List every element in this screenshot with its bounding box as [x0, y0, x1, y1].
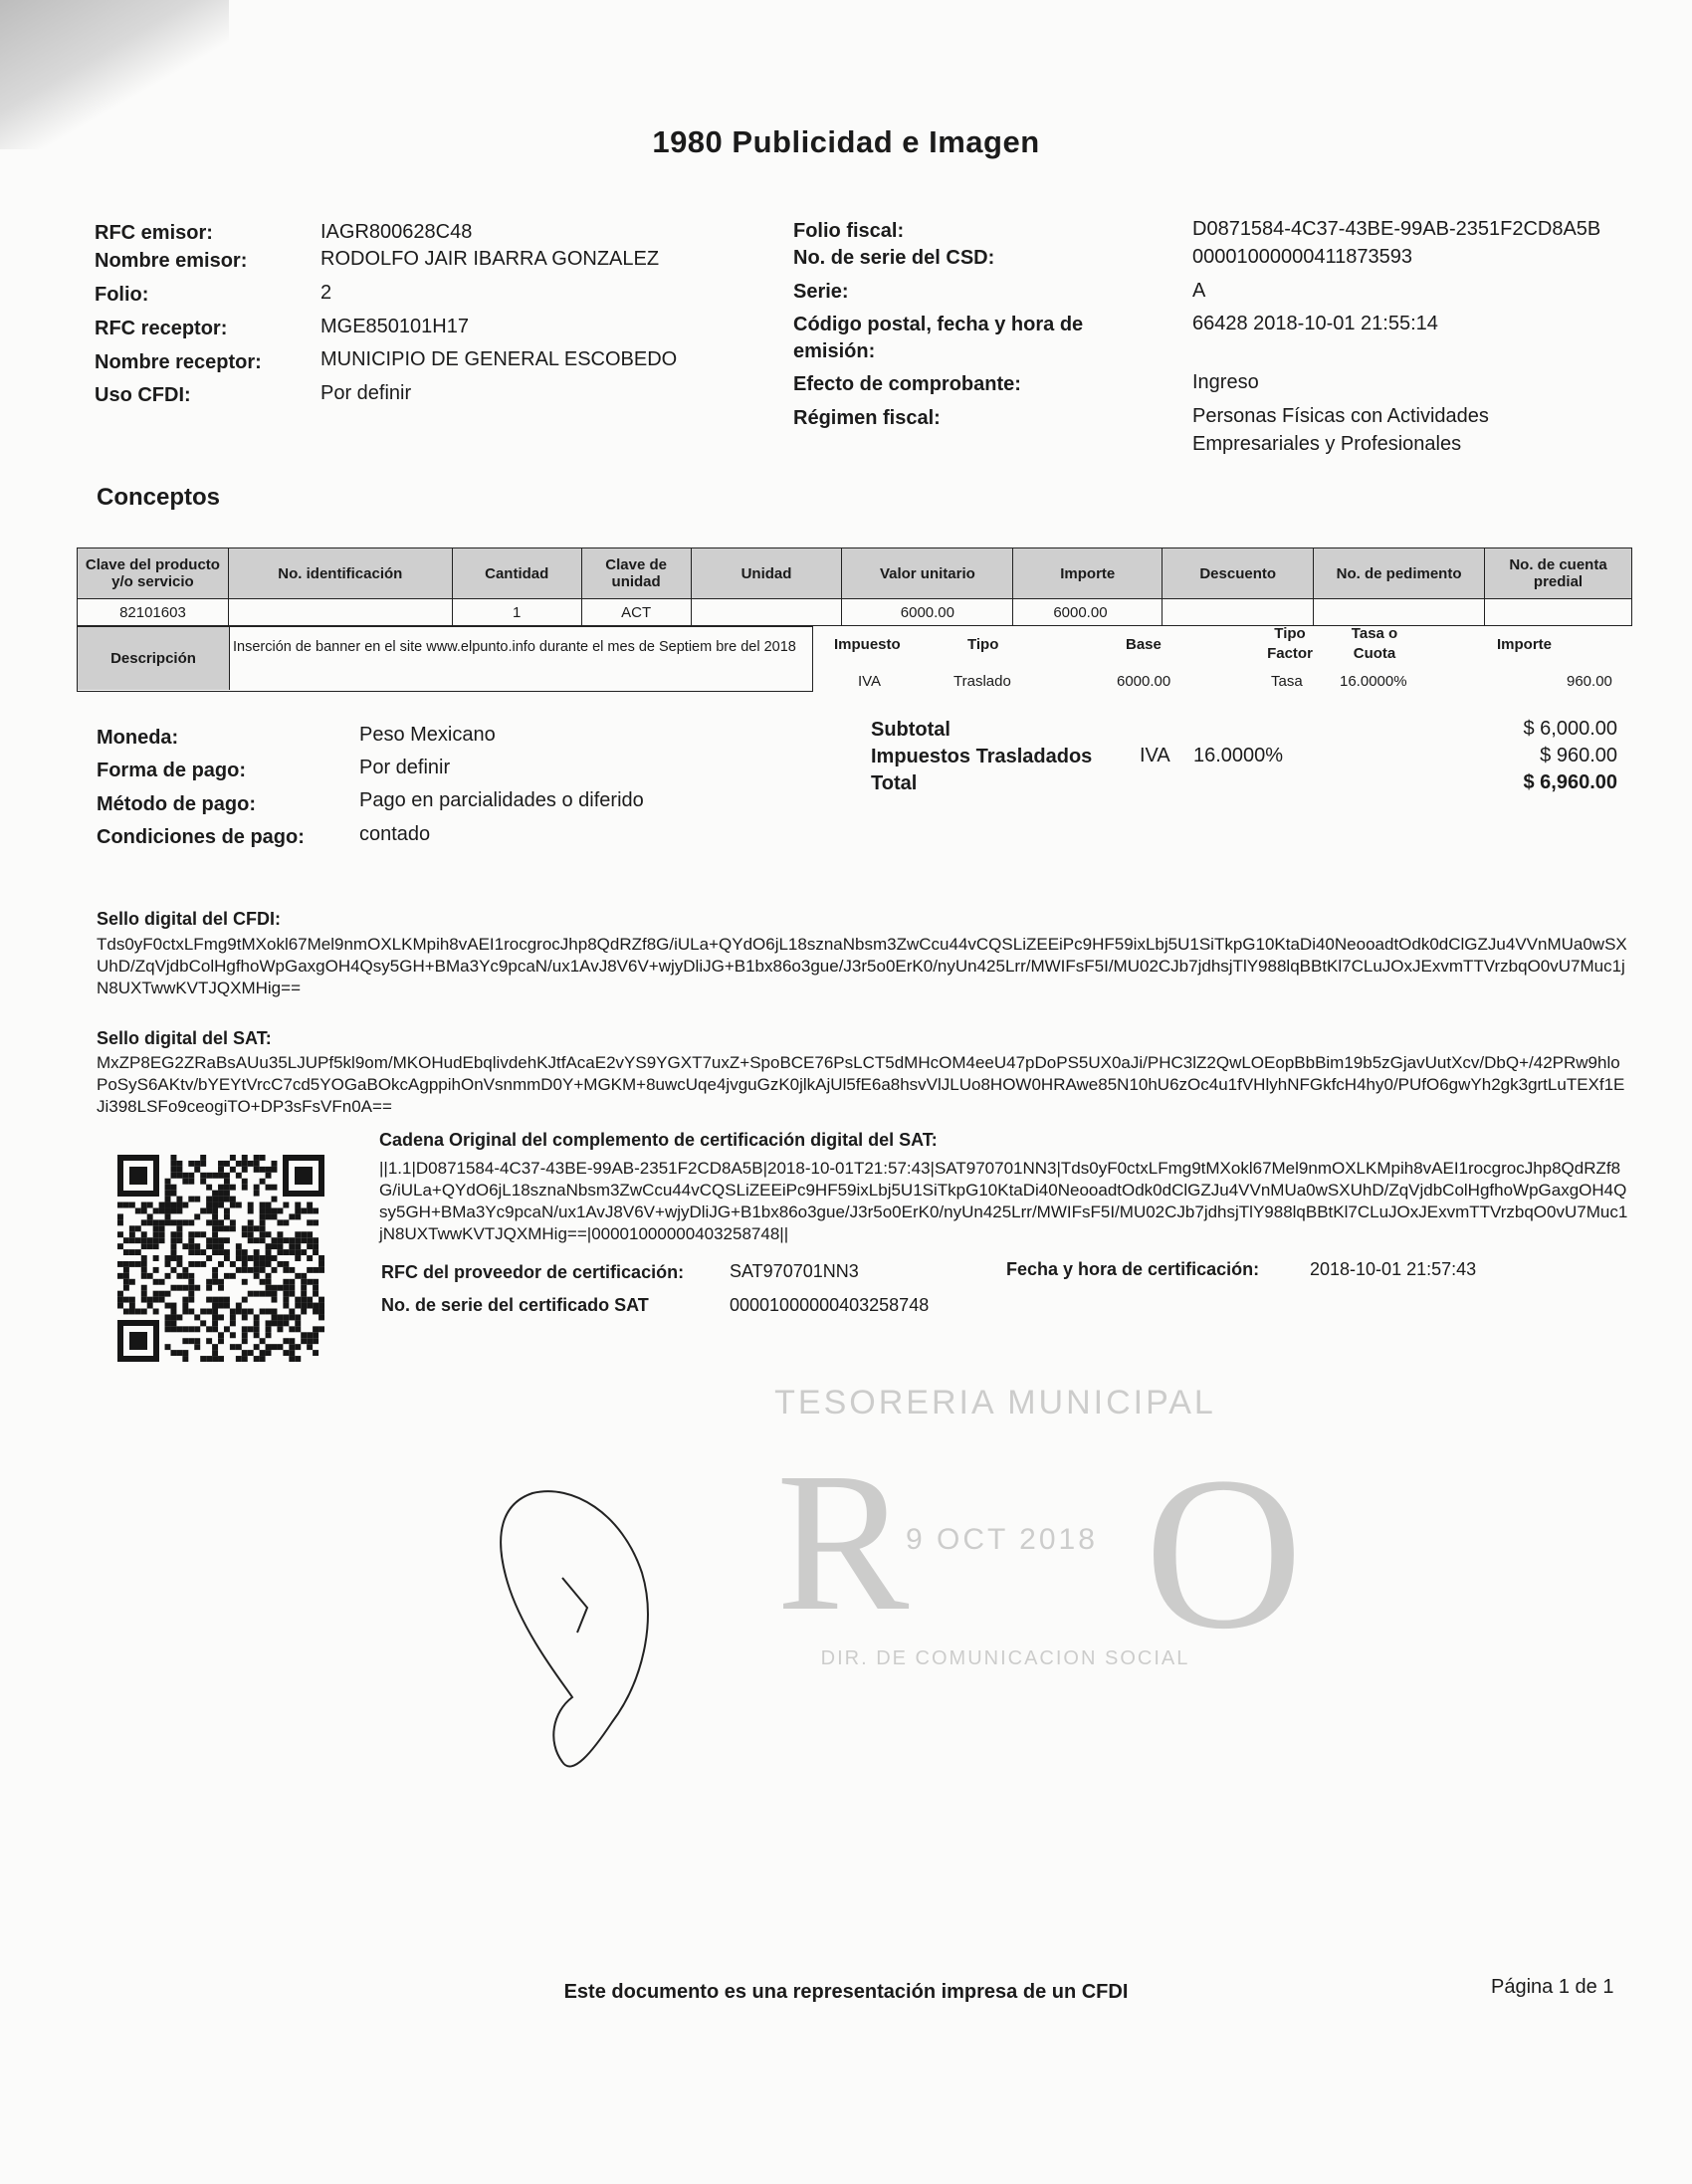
conceptos-heading: Conceptos	[97, 484, 221, 511]
impuestos-label: Impuestos Trasladados	[871, 746, 1093, 767]
rfc-emisor-label: RFC emisor:	[95, 222, 213, 244]
conceptos-table	[77, 547, 1632, 626]
stamp-date: 9 OCT 2018	[906, 1523, 1098, 1556]
tax-header-tasa: Tasa o Cuota	[1351, 625, 1398, 662]
descripcion-label: Descripción	[78, 627, 230, 690]
serie-certificado-sat-label: No. de serie del certificado SAT	[381, 1295, 649, 1315]
moneda-value: Peso Mexicano	[359, 724, 496, 746]
rfc-proveedor-value: SAT970701NN3	[730, 1261, 859, 1281]
serie-certificado-sat-value: 00001000000403258748	[730, 1295, 930, 1315]
header-cuenta-predial: No. de cuenta predial	[1485, 548, 1632, 599]
regimen-label: Régimen fiscal:	[793, 407, 941, 429]
folio-fiscal-value: D0871584-4C37-43BE-99AB-2351F2CD8A5B	[1192, 218, 1601, 240]
header-no-identificacion: No. identificación	[228, 548, 452, 599]
metodo-pago-label: Método de pago:	[97, 793, 256, 815]
cell-descuento	[1163, 599, 1314, 626]
fecha-certificacion-value: 2018-10-01 21:57:43	[1310, 1259, 1477, 1279]
descripcion-box	[77, 626, 813, 692]
rfc-receptor-value: MGE850101H17	[320, 316, 469, 337]
header-descuento: Descuento	[1163, 548, 1314, 599]
header-cantidad: Cantidad	[452, 548, 581, 599]
sello-sat-value: MxZP8EG2ZRaBsAUu35LJUPf5kl9om/MKOHudEbqlivdehKJtfAcaE2vYS9YGXT7uxZ+SpoBCE76PsLCT5dMHcOM4eeU47pDoPS5UX0aJi/PHC3lZ2QwLOEopBbBim19b5zGjavUutXcv/DbQ+/42PRw9hloPoSyS6AKtv/bYEYtVrcC7cd5YOGaBOkcAgppihOnVsnmmD0Y+MGKM+8uwcUqe4jvguGzK0jlkAjUl5fE6a8hsvVlJLUo8HOW0HRAwe85N10hU6zOc4u1fVHlyhNFGkfcH4hy0/PUfO6gwYh2gk3grtLuTEXf1EJi398LSFo9ceogiTO+DP3sFsVFn0A==	[97, 1053, 1625, 1116]
cell-pedimento	[1314, 599, 1485, 626]
serie-csd-label: No. de serie del CSD:	[793, 247, 995, 269]
handwritten-signature	[493, 1483, 662, 1782]
serie-csd-value: 00001000000411873593	[1192, 246, 1412, 268]
sello-cfdi-label: Sello digital del CFDI:	[97, 909, 282, 929]
sello-sat-label: Sello digital del SAT:	[97, 1028, 272, 1048]
tax-header-importe: Importe	[1497, 636, 1553, 653]
qr-code	[117, 1155, 324, 1362]
descripcion-text: Inserción de banner en el site www.elpunto.info durante el mes de Septiem bre del 2018	[233, 639, 796, 655]
regimen-value-line1: Personas Físicas con Actividades	[1192, 405, 1489, 427]
table-row	[78, 599, 1632, 626]
cell-no-identificacion	[228, 599, 452, 626]
rfc-emisor-value: IAGR800628C48	[320, 221, 473, 243]
uso-cfdi-value: Por definir	[320, 382, 412, 404]
cell-cantidad: 1	[452, 599, 581, 626]
condiciones-pago-label: Condiciones de pago:	[97, 826, 305, 848]
cp-fecha-value: 66428 2018-10-01 21:55:14	[1192, 313, 1438, 334]
moneda-label: Moneda:	[97, 727, 179, 749]
subtotal-label: Subtotal	[871, 719, 951, 741]
serie-value: A	[1192, 280, 1206, 302]
stamp-top-text: TESORERIA MUNICIPAL	[774, 1384, 1216, 1421]
cell-clave-producto: 82101603	[78, 599, 229, 626]
cadena-original-label: Cadena Original del complemento de certificación digital del SAT:	[379, 1130, 938, 1150]
header-unidad: Unidad	[691, 548, 842, 599]
cp-label-line2: emisión:	[793, 340, 876, 362]
header-clave-producto: Clave del producto y/o servicio	[78, 548, 229, 599]
tax-tipo-factor: Tasa	[1271, 673, 1303, 690]
efecto-value: Ingreso	[1192, 371, 1259, 393]
serie-label: Serie:	[793, 281, 849, 303]
rfc-receptor-label: RFC receptor:	[95, 318, 228, 339]
tax-header-tipo: Tipo	[967, 636, 999, 653]
received-stamp	[756, 1384, 1303, 1702]
tax-importe: 960.00	[1567, 673, 1612, 690]
tax-tipo: Traslado	[953, 673, 1011, 690]
header-clave-unidad: Clave de unidad	[581, 548, 691, 599]
folio-label: Folio:	[95, 284, 149, 306]
stamp-letter-o: O	[1145, 1431, 1303, 1674]
tax-impuesto: IVA	[858, 673, 882, 690]
document-title: 1980 Publicidad e Imagen	[652, 124, 1040, 159]
forma-pago-label: Forma de pago:	[97, 760, 247, 781]
cell-unidad	[691, 599, 842, 626]
nombre-emisor-label: Nombre emisor:	[95, 250, 248, 272]
tax-base: 6000.00	[1117, 673, 1171, 690]
cp-label-line1: Código postal, fecha y hora de	[793, 314, 1084, 335]
tax-header-impuesto: Impuesto	[834, 636, 901, 653]
regimen-value-line2: Empresariales y Profesionales	[1192, 433, 1462, 455]
subtotal-value: $ 6,000.00	[1523, 718, 1617, 740]
rfc-proveedor-label: RFC del proveedor de certificación:	[381, 1262, 685, 1282]
forma-pago-value: Por definir	[359, 757, 451, 778]
stamp-department: DIR. DE COMUNICACION SOCIAL	[820, 1647, 1190, 1669]
uso-cfdi-label: Uso CFDI:	[95, 384, 191, 406]
efecto-label: Efecto de comprobante:	[793, 373, 1021, 395]
nombre-emisor-value: RODOLFO JAIR IBARRA GONZALEZ	[320, 248, 660, 270]
total-label: Total	[871, 772, 918, 794]
impuestos-tasa: 16.0000%	[1193, 745, 1284, 766]
header-importe: Importe	[1013, 548, 1163, 599]
page-number: Página 1 de 1	[1491, 1976, 1614, 1998]
tax-header-base: Base	[1126, 636, 1162, 653]
header-no-pedimento: No. de pedimento	[1314, 548, 1485, 599]
sello-cfdi-value: Tds0yF0ctxLFmg9tMXokl67Mel9nmOXLKMpih8vAEI1rocgrocJhp8QdRZf8G/iULa+QYdO6jL18sznaNbsm3ZwCcu44vCQSLiZEEiPc9HF59ixLbj5U1SiTkpG10KtaDi40NeooadtOdk0dClGZJu4VVnMUa0wSXUhD/ZqVjdbColHgfhoWpGaxgOH4Qsy5GH+BMa3Yc9pcaN/ux1AvJ8V6V+wjyDliJG+B1bx86o3gue/J3r5o0ErK0/nyUn425Lrr/MWIFsF5I/MU02CJb7jdhsjTlY988lqBBtKl7CLuJOxJExvmTTVrzbqO0vU7Muc1jN8UXTwwKVTJQXMHig==	[97, 935, 1627, 997]
nombre-receptor-label: Nombre receptor:	[95, 351, 262, 373]
cell-clave-unidad: ACT	[581, 599, 691, 626]
folio-fiscal-label: Folio fiscal:	[793, 220, 905, 242]
impuestos-value: $ 960.00	[1540, 745, 1617, 766]
header-valor-unitario: Valor unitario	[842, 548, 1013, 599]
table-header-row	[78, 548, 1632, 599]
condiciones-pago-value: contado	[359, 823, 431, 845]
footer-note: Este documento es una representación impresa de un CFDI	[563, 1981, 1129, 2003]
fecha-certificacion-label: Fecha y hora de certificación:	[1006, 1259, 1260, 1279]
cadena-original-value: ||1.1|D0871584-4C37-43BE-99AB-2351F2CD8A5B|2018-10-01T21:57:43|SAT970701NN3|Tds0yF0ctxLFmg9tMXokl67Mel9nmOXLKMpih8vAEI1rocgrocJhp8QdRZf8G/iULa+QYdO6jL18sznaNbsm3ZwCcu44vCQSLiZEEiPc9HF59ixLbj5U1SiTkpG10KtaDi40NeooadtOdk0dClGZJu4VVnMUa0wSXUhD/ZqVjdbColHgfhoWpGaxgOH4Qsy5GH+BMa3Yc9pcaN/ux1AvJ8V6V+wjyDliJG+B1bx86o3gue/J3r5o0ErK0/nyUn425Lrr/MWIFsF5I/MU02CJb7jdhsjTlY988lqBBtKl7CLuJOxJExvmTTVrzbqO0vU7Muc1jN8UXTwwKVTJQXMHig==|00001000000403258748||	[379, 1159, 1628, 1243]
tax-header-tipo-factor: Tipo Factor	[1267, 625, 1313, 662]
cell-cuenta-predial	[1485, 599, 1632, 626]
folio-value: 2	[320, 282, 332, 304]
cell-valor-unitario: 6000.00	[842, 599, 1013, 626]
stamp-letter-r: R	[776, 1432, 910, 1652]
cell-importe: 6000.00	[1013, 599, 1163, 626]
tax-tasa: 16.0000%	[1340, 673, 1407, 690]
metodo-pago-value: Pago en parcialidades o diferido	[359, 789, 644, 811]
total-value: $ 6,960.00	[1523, 771, 1617, 793]
impuestos-tipo: IVA	[1140, 745, 1170, 766]
nombre-receptor-value: MUNICIPIO DE GENERAL ESCOBEDO	[320, 348, 678, 370]
